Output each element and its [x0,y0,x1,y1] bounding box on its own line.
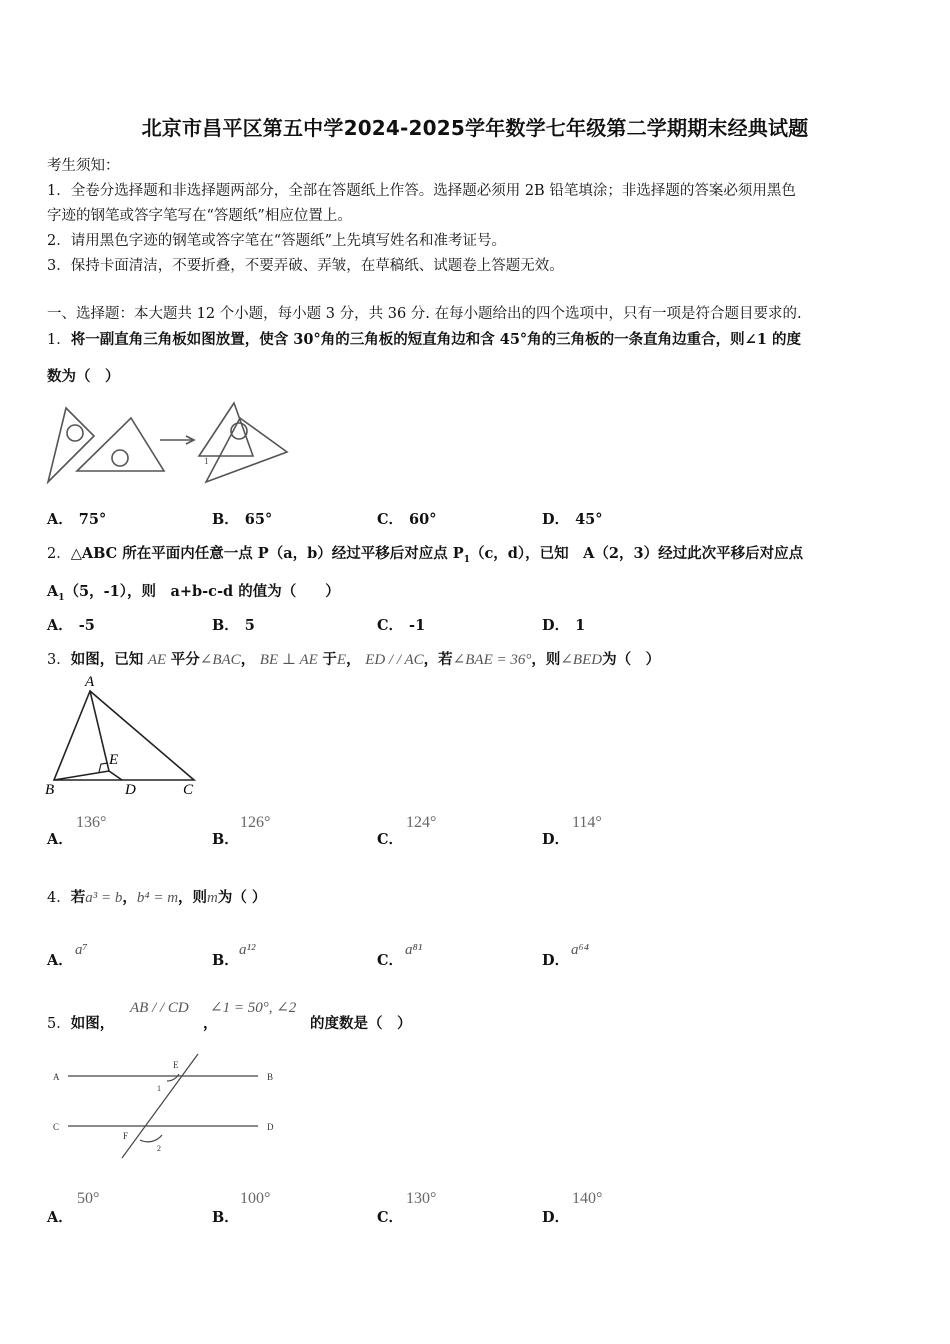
q5-option-c-key: C． [377,1209,404,1226]
q5-option-b-key: B． [212,1209,239,1226]
q4-option-a-value: a⁷ [75,942,88,958]
question-1-figure [44,398,294,488]
q2-option-b: B． 5 [212,617,255,634]
q4-option-d-value: a⁶⁴ [571,942,589,958]
q3-option-a-key: A． [47,831,73,848]
fig5-label-d: D [267,1122,274,1132]
q5-option-d-value: 140° [572,1190,603,1207]
q3-option-b-value: 126° [240,814,271,831]
notice-line-3: 3．保持卡面清洁，不要折叠，不要弄破、弄皱，在草稿纸、试题卷上答题无效。 [47,258,564,274]
q3-option-b-key: B． [212,831,239,848]
q4-option-c-key: C． [377,952,404,969]
notice-line-1b: 字迹的钢笔或答字笔写在“答题纸”相应位置上。 [47,208,352,224]
q1-option-a: A． 75° [47,511,107,528]
q3-option-c-key: C． [377,831,404,848]
q5-option-a-key: A． [47,1209,73,1226]
fig5-label-a: A [53,1072,60,1082]
fig3-label-c: C [183,782,194,798]
q1-option-d: D． 45° [542,511,603,528]
question-4: 4．若a³ = b，b⁴ = m，则m为（ ） [47,889,267,906]
q1-option-c: C． 60° [377,511,437,528]
q3-option-d-value: 114° [572,814,602,831]
q2-option-d: D． 1 [542,617,586,634]
q2-option-c: C． -1 [377,617,426,634]
fig5-angle-2: 2 [157,1144,161,1153]
q2-option-a: A． -5 [47,617,95,634]
question-5-figure [46,1050,286,1165]
question-3: 3．如图，已知 AE 平分∠BAC， BE ⊥ AE 于E， ED / / AC，若∠BAE = 36°，则∠BED为（ ） [47,651,661,668]
question-3-figure [42,672,212,804]
question-5-text-end: 的度数是（ ） [310,1015,412,1032]
fig5-label-c: C [53,1122,60,1132]
fig3-label-d: D [125,782,136,798]
fig5-label-b: B [267,1072,274,1082]
q4-option-d-key: D． [542,952,570,969]
fig1-triangle-45 [77,418,164,471]
q3-option-a-value: 136° [76,814,107,831]
fig1-combined-30 [199,403,253,456]
q4-option-c-value: a⁸¹ [405,942,423,958]
question-5-sep: ， [203,1015,218,1032]
page-title: 北京市昌平区第五中学2024-2025学年数学七年级第二学期期末经典试题 [141,116,809,140]
question-5: 5．如图， [47,1015,115,1032]
question-5-math-2: ∠1 = 50°, ∠2 [210,1000,297,1016]
notice-line-2: 2．请用黑色字迹的钢笔或答字笔在“答题纸”上先填写姓名和准考证号。 [47,233,507,249]
q5-option-a-value: 50° [77,1190,100,1207]
q4-option-b-key: B． [212,952,239,969]
q5-option-c-value: 130° [406,1190,437,1207]
q4-option-a-key: A． [47,952,73,969]
fig1-hole [67,425,83,441]
q5-option-b-value: 100° [240,1190,271,1207]
q5-option-d-key: D． [542,1209,570,1226]
fig3-label-e: E [109,752,119,768]
question-number: 2． [47,546,71,562]
notice-heading: 考生须知： [47,158,120,174]
notice-line-1a: 1．全卷分选择题和非选择题两部分，全部在答题纸上作答。选择题必须用 2B 铅笔填涂；非选择题的答案必须用黑色 [47,183,796,199]
fig5-angle-1: 1 [157,1084,161,1093]
q1-option-b: B． 65° [212,511,273,528]
fig5-label-f: F [123,1131,129,1141]
question-number: 1． [47,332,71,348]
fig1-hole [112,450,128,466]
question-1-text-b: 数为（ ） [47,368,120,385]
fig3-label-a: A [85,674,95,690]
question-2: 2．△ABC 所在平面内任意一点 P（a，b）经过平移后对应点 $P_1(c$，d），已知 A（2，3）经过此次平移后对应点 [47,545,804,565]
question-2-text-b: $A_1(5$，-1），则 a+b-c-d 的值为（ ） [47,583,340,603]
fig3-label-b: B [45,782,55,798]
q4-option-b-value: a¹² [239,942,256,958]
q3-option-d-key: D． [542,831,570,848]
q3-option-c-value: 124° [406,814,437,831]
question-1-text-a: 将一副直角三角板如图放置，使含 30°角的三角板的短直角边和含 45°角的三角板的一条直角边重合，则∠1 的度 [70,331,801,348]
section-heading: 一、选择题：本大题共 12 个小题，每小题 3 分，共 36 分. 在每小题给出的四个选项中，只有一项是符合题目要求的. [47,306,802,322]
fig1-angle-label: 1 [204,456,209,466]
question-1 [47,328,801,349]
question-5-math-1: AB / / CD [130,1000,189,1016]
fig5-label-e: E [173,1060,179,1070]
